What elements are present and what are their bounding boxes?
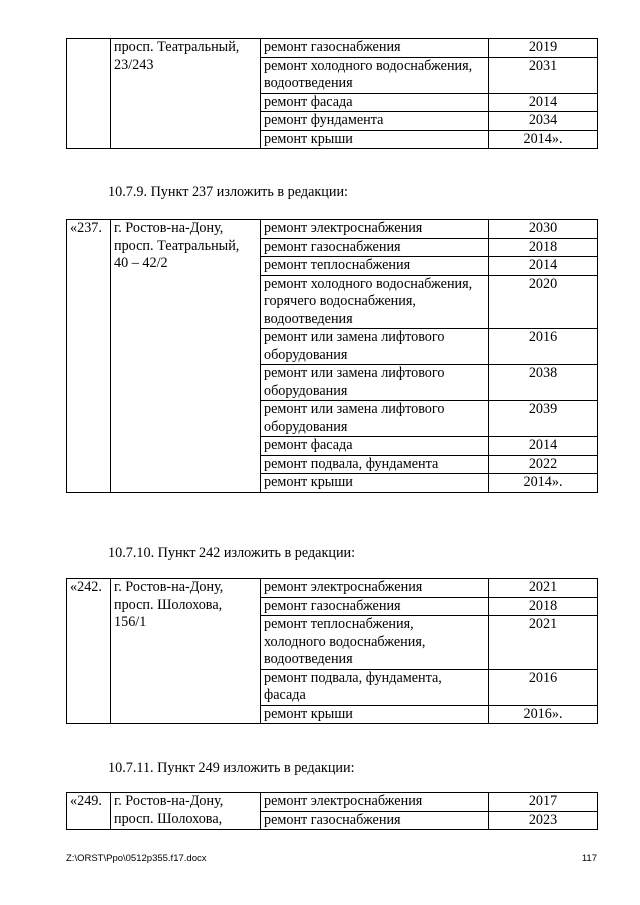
address-cell: г. Ростов-на-Дону, просп. Театральный, 40 – 42/2 [111,220,261,493]
work-type-cell: ремонт подвала, фундамента, фасада [261,669,489,705]
year-cell: 2038 [489,365,598,401]
work-type-cell: ремонт крыши [261,130,489,149]
work-type-cell: ремонт холодного водоснабжения, горячего водоснабжения, водоотведения [261,275,489,329]
work-type-cell: ремонт теплоснабжения [261,257,489,276]
year-cell: 2022 [489,455,598,474]
work-type-cell: ремонт газоснабжения [261,811,489,830]
work-type-cell: ремонт электроснабжения [261,579,489,598]
year-cell: 2020 [489,275,598,329]
work-type-cell: ремонт или замена лифтового оборудования [261,329,489,365]
year-cell: 2014 [489,437,598,456]
work-type-cell: ремонт подвала, фундамента [261,455,489,474]
item-number-cell: «249. [67,793,111,830]
year-cell: 2016». [489,705,598,724]
year-cell: 2023 [489,811,598,830]
year-cell: 2021 [489,616,598,670]
year-cell: 2017 [489,793,598,812]
year-cell: 2039 [489,401,598,437]
work-type-cell: ремонт крыши [261,705,489,724]
table-row [67,793,598,812]
work-type-cell: ремонт газоснабжения [261,238,489,257]
footer-file-path: Z:\ORST\Ppo\0512p355.f17.docx [66,853,207,864]
year-cell: 2019 [489,39,598,58]
work-type-cell: ремонт электроснабжения [261,793,489,812]
work-type-cell: ремонт газоснабжения [261,597,489,616]
table-2 [66,219,598,493]
heading-10-7-10: 10.7.10. Пункт 242 изложить в редакции: [108,545,356,561]
item-number-cell: «242. [67,579,111,724]
work-type-cell: ремонт или замена лифтового оборудования [261,365,489,401]
address-cell: г. Ростов-на-Дону, просп. Шолохова, [111,793,261,830]
year-cell: 2018 [489,238,598,257]
year-cell: 2014 [489,93,598,112]
address-cell: просп. Театральный, 23/243 [111,39,261,149]
year-cell: 2016 [489,669,598,705]
table-row [67,579,598,598]
page-number: 117 [581,853,597,864]
address-cell: г. Ростов-на-Дону, просп. Шолохова, 156/1 [111,579,261,724]
item-number-cell [67,39,111,149]
year-cell: 2034 [489,112,598,131]
work-type-cell: ремонт газоснабжения [261,39,489,58]
year-cell: 2018 [489,597,598,616]
table-4 [66,792,598,830]
year-cell: 2031 [489,57,598,93]
year-cell: 2014». [489,474,598,493]
table-1 [66,38,598,149]
work-type-cell: ремонт электроснабжения [261,220,489,239]
item-number-cell: «237. [67,220,111,493]
year-cell: 2014 [489,257,598,276]
heading-10-7-11: 10.7.11. Пункт 249 изложить в редакции: [108,760,355,776]
work-type-cell: ремонт фасада [261,93,489,112]
work-type-cell: ремонт фундамента [261,112,489,131]
year-cell: 2021 [489,579,598,598]
work-type-cell: ремонт теплоснабжения, холодного водоснабжения, водоотведения [261,616,489,670]
table-row [67,39,598,58]
year-cell: 2016 [489,329,598,365]
table-3 [66,578,598,724]
heading-10-7-9: 10.7.9. Пункт 237 изложить в редакции: [108,184,348,200]
year-cell: 2030 [489,220,598,239]
table-row [67,220,598,239]
work-type-cell: ремонт фасада [261,437,489,456]
year-cell: 2014». [489,130,598,149]
work-type-cell: ремонт или замена лифтового оборудования [261,401,489,437]
work-type-cell: ремонт холодного водоснабжения, водоотведения [261,57,489,93]
work-type-cell: ремонт крыши [261,474,489,493]
